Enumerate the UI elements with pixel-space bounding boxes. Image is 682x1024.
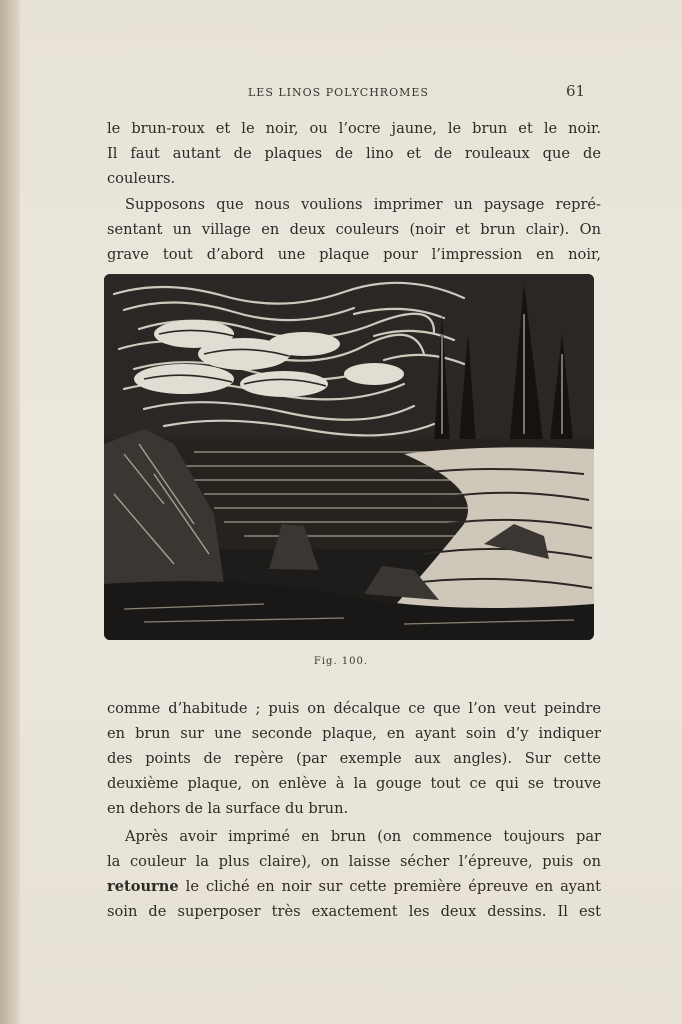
paragraph-3 <box>107 696 601 821</box>
text-line: comme d’habitude ; puis on décalque ce que l’on veut peindre <box>107 700 601 717</box>
text-line: Il faut autant de plaques de lino et de rouleaux que de <box>107 145 601 162</box>
page-number: 61 <box>566 82 586 100</box>
text-line: Après avoir imprimé en brun (on commence toujours par <box>125 828 601 845</box>
paragraph-4 <box>107 824 601 924</box>
text-line: la couleur la plus claire), on laisse sécher l’épreuve, puis on <box>107 853 601 870</box>
paragraph-2 <box>107 192 601 267</box>
paragraph-1 <box>107 116 601 191</box>
text-line: couleurs. <box>107 170 176 187</box>
text-line: en dehors de la surface du brun. <box>107 800 349 817</box>
text-line: Supposons que nous voulions imprimer un paysage repré- <box>125 196 601 213</box>
text-line: deuxième plaque, on enlève à la gouge tout ce qui se trouve <box>107 775 601 792</box>
linocut-landscape-illustration <box>104 274 594 640</box>
text-line: des points de repère (par exemple aux angles). Sur cette <box>107 750 601 767</box>
text-line: le brun-roux et le noir, ou l’ocre jaune, le brun et le noir. <box>107 120 601 137</box>
text-line: sentant un village en deux couleurs (noir et brun clair). On <box>107 221 601 238</box>
text-fragment: le cliché en noir sur cette première épreuve en ayant <box>178 878 601 895</box>
text-line: grave tout d’abord une plaque pour l’impression en noir, <box>107 246 601 263</box>
running-title: LES LINOS POLYCHROMES <box>248 86 429 99</box>
book-spine <box>0 0 22 1024</box>
text-line <box>107 874 601 899</box>
emphasized-word: retourne <box>107 878 179 895</box>
figure-caption: Fig. 100. <box>313 656 369 667</box>
text-line: soin de superposer très exactement les deux dessins. Il est <box>107 903 601 920</box>
text-line: en brun sur une seconde plaque, en ayant soin d’y indiquer <box>107 725 601 742</box>
